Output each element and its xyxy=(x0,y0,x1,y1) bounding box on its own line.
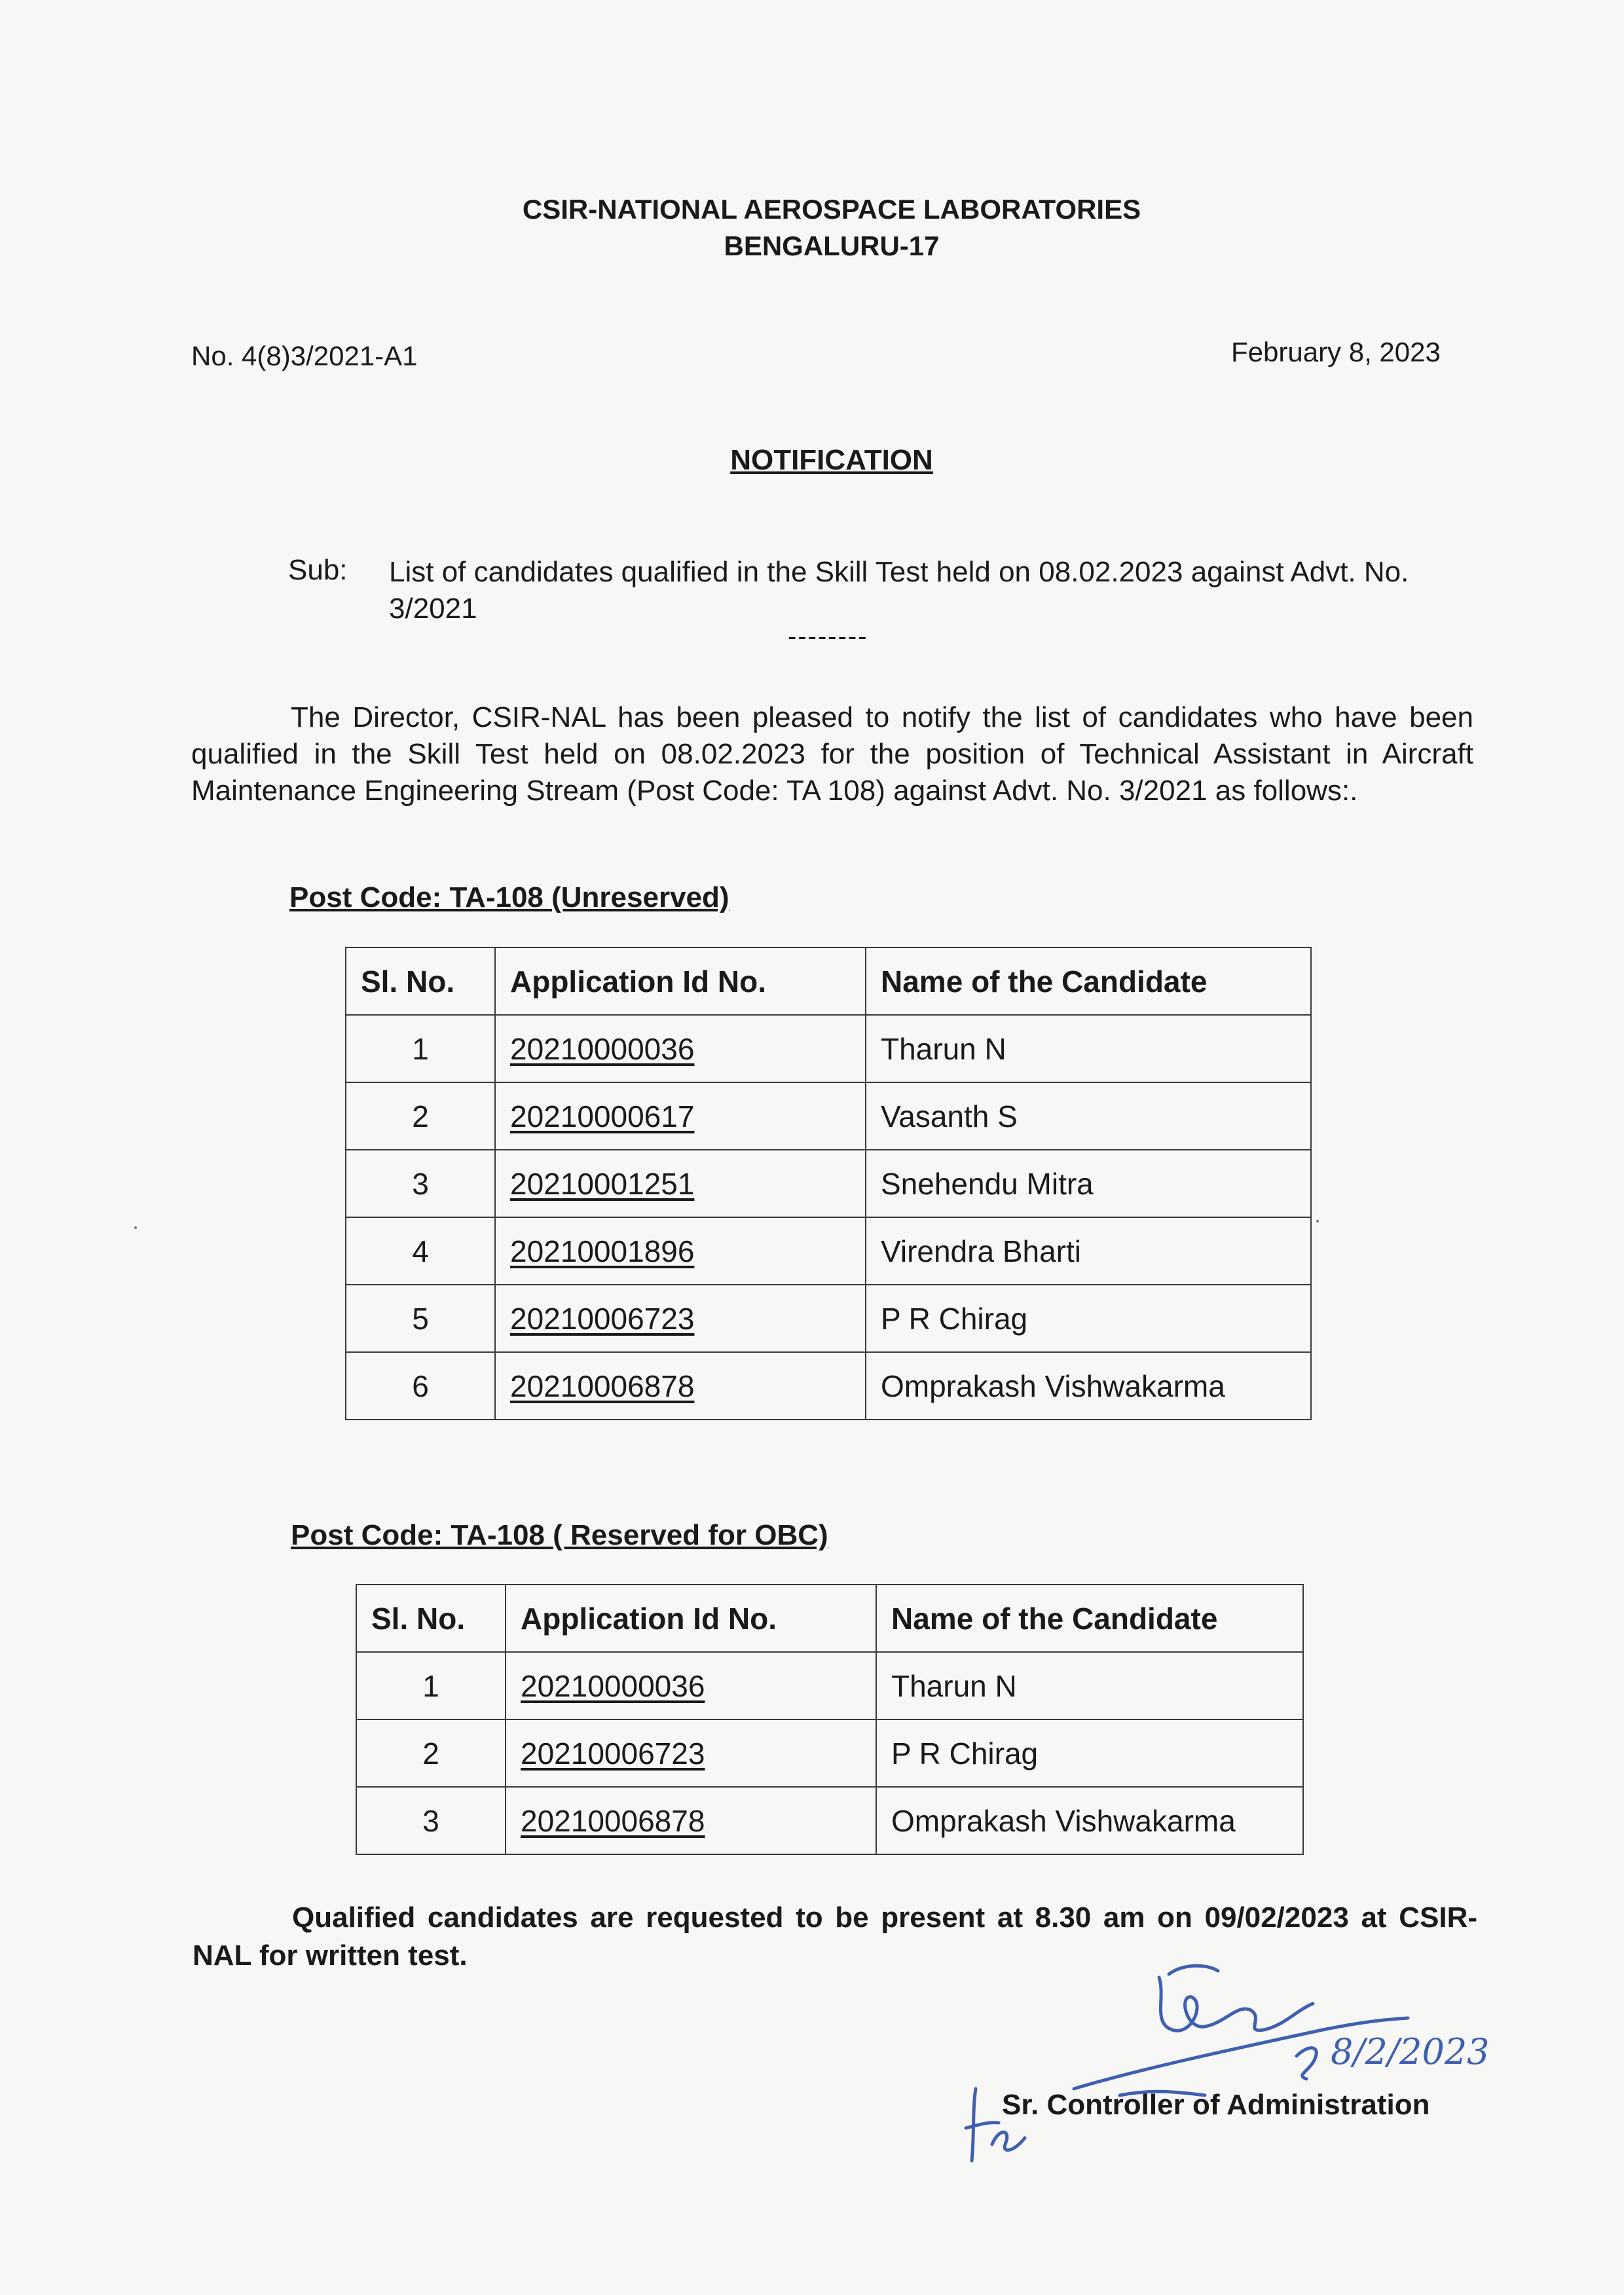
sl-number: 6 xyxy=(346,1352,495,1420)
sl-number: 3 xyxy=(346,1150,495,1217)
obc-heading: Post Code: TA-108 ( Reserved for OBC) xyxy=(291,1519,828,1551)
unreserved-heading: Post Code: TA-108 (Unreserved) xyxy=(289,881,729,913)
column-header-candidate-name: Name of the Candidate xyxy=(866,947,1311,1015)
application-id: 20210006878 xyxy=(495,1352,866,1420)
table-row xyxy=(346,1285,1311,1352)
table-row xyxy=(346,1352,1311,1420)
obc-table xyxy=(356,1584,1304,1855)
separator: -------- xyxy=(788,622,868,651)
candidate-name: Omprakash Vishwakarma xyxy=(876,1787,1303,1854)
notification-date: February 8, 2023 xyxy=(1231,337,1441,367)
signatory-title: Sr. Controller of Administration xyxy=(1002,2089,1430,2121)
application-id: 20210000036 xyxy=(506,1652,876,1719)
application-id: 20210000617 xyxy=(495,1082,866,1150)
table-row xyxy=(346,1082,1311,1150)
application-id: 20210001896 xyxy=(495,1217,866,1285)
table-header-row xyxy=(346,947,1311,1015)
candidate-name: P R Chirag xyxy=(876,1719,1303,1787)
sl-number: 1 xyxy=(346,1015,495,1082)
scan-speck xyxy=(1316,1220,1319,1222)
org-name: CSIR-NATIONAL AEROSPACE LABORATORIES xyxy=(522,194,1141,225)
application-id: 20210000036 xyxy=(495,1015,866,1082)
application-id: 20210006723 xyxy=(495,1285,866,1352)
subject-text: List of candidates qualified in the Skill Test held on 08.02.2023 against Advt. No. 3/2021 xyxy=(389,556,1409,625)
scan-speck xyxy=(134,1226,137,1229)
page-title: NOTIFICATION xyxy=(730,444,933,476)
handwritten-signature xyxy=(956,1958,1493,2174)
candidate-name: Omprakash Vishwakarma xyxy=(866,1352,1311,1420)
org-location: BENGALURU-17 xyxy=(724,230,940,261)
candidate-name: Tharun N xyxy=(876,1652,1303,1719)
column-header-application-id: Application Id No. xyxy=(495,947,866,1015)
candidate-name: Vasanth S xyxy=(866,1082,1311,1150)
sl-number: 3 xyxy=(356,1787,506,1854)
candidate-name: P R Chirag xyxy=(866,1285,1311,1352)
candidate-name: Virendra Bharti xyxy=(866,1217,1311,1285)
body-paragraph: The Director, CSIR-NAL has been pleased to notify the list of candidates who have been qualified in the Skill Test held on 08.02.2023 for the position of Technical Assistant in Aircraft Maintenance Engineering Stream (Post Code: TA 108) against Advt. No. 3/2021 as follows:. xyxy=(191,701,1473,807)
sl-number: 5 xyxy=(346,1285,495,1352)
candidate-name: Snehendu Mitra xyxy=(866,1150,1311,1217)
table-header-row xyxy=(356,1585,1303,1652)
application-id: 20210001251 xyxy=(495,1150,866,1217)
sl-number: 2 xyxy=(346,1082,495,1150)
application-id: 20210006723 xyxy=(506,1719,876,1787)
column-header-sl: Sl. No. xyxy=(356,1585,506,1652)
unreserved-table xyxy=(345,947,1312,1420)
subject-label: Sub: xyxy=(288,554,348,586)
for-text: for xyxy=(963,2082,964,2083)
table-row xyxy=(346,1015,1311,1082)
candidate-name: Tharun N xyxy=(866,1015,1311,1082)
column-header-application-id: Application Id No. xyxy=(506,1585,876,1652)
column-header-sl: Sl. No. xyxy=(346,947,495,1015)
sl-number: 4 xyxy=(346,1217,495,1285)
application-id: 20210006878 xyxy=(506,1787,876,1854)
table-row xyxy=(356,1719,1303,1787)
closing-note: Qualified candidates are requested to be present at 8.30 am on 09/02/2023 at CSIR-NAL for written test. xyxy=(193,1901,1477,1972)
table-row xyxy=(346,1150,1311,1217)
sl-number: 2 xyxy=(356,1719,506,1787)
column-header-candidate-name: Name of the Candidate xyxy=(876,1585,1303,1652)
reference-number: No. 4(8)3/2021-A1 xyxy=(191,340,418,371)
table-row xyxy=(346,1217,1311,1285)
table-row xyxy=(356,1652,1303,1719)
table-row xyxy=(356,1787,1303,1854)
signature-date: 8/2/2023 xyxy=(1331,2031,1490,2072)
sl-number: 1 xyxy=(356,1652,506,1719)
